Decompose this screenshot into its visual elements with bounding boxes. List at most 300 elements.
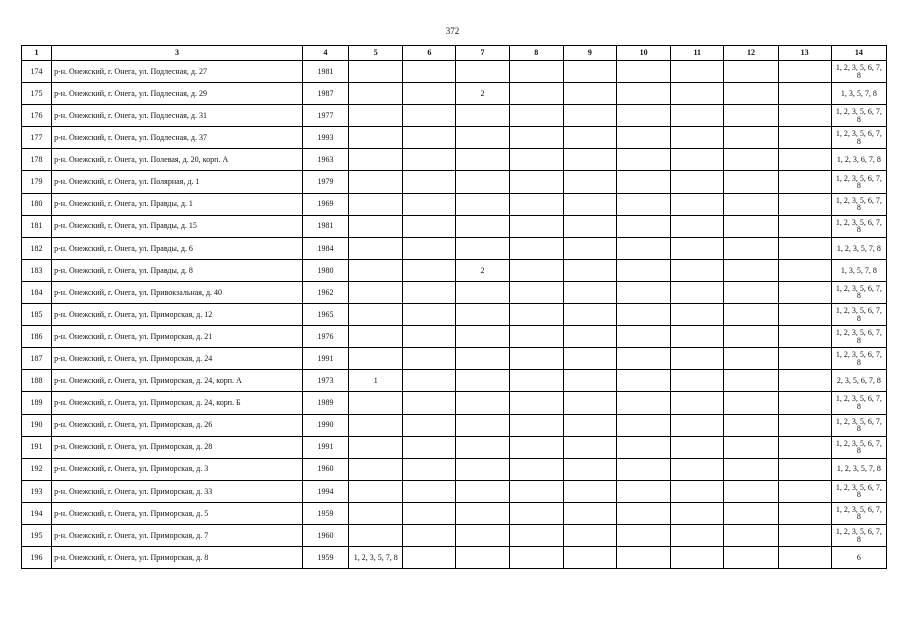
- cell-col-7: [456, 149, 509, 171]
- cell-year: 1990: [302, 414, 348, 436]
- cell-col-5: [349, 436, 403, 458]
- cell-col-7: [456, 524, 509, 546]
- cell-col-14: 1, 2, 3, 5, 6, 7, 8: [831, 61, 886, 83]
- cell-col-10: [617, 61, 671, 83]
- cell-col-7: [456, 370, 509, 392]
- cell-col-6: [403, 370, 456, 392]
- cell-col-6: [403, 215, 456, 237]
- cell-col-6: [403, 105, 456, 127]
- cell-year: 1976: [302, 326, 348, 348]
- cell-col-13: [778, 105, 831, 127]
- cell-col-11: [671, 547, 724, 569]
- cell-col-14: 1, 3, 5, 7, 8: [831, 83, 886, 105]
- cell-col-10: [617, 83, 671, 105]
- cell-col-13: [778, 480, 831, 502]
- cell-row-number: 190: [22, 414, 52, 436]
- cell-col-7: [456, 502, 509, 524]
- cell-col-12: [724, 547, 778, 569]
- table-body: [22, 61, 887, 569]
- cell-col-12: [724, 193, 778, 215]
- cell-col-12: [724, 237, 778, 259]
- cell-col-11: [671, 524, 724, 546]
- cell-col-11: [671, 326, 724, 348]
- cell-address: р-н. Онежский, г. Онега, ул. Приморская, д. 24: [52, 348, 303, 370]
- cell-col-11: [671, 436, 724, 458]
- cell-col-9: [563, 281, 616, 303]
- cell-address: р-н. Онежский, г. Онега, ул. Правды, д. 6: [52, 237, 303, 259]
- cell-col-5: [349, 193, 403, 215]
- cell-address: р-н. Онежский, г. Онега, ул. Полевая, д. 20, корп. А: [52, 149, 303, 171]
- cell-col-14: 1, 2, 3, 5, 6, 7, 8: [831, 127, 886, 149]
- cell-col-9: [563, 259, 616, 281]
- cell-col-14: 1, 2, 3, 6, 7, 8: [831, 149, 886, 171]
- cell-col-9: [563, 83, 616, 105]
- cell-year: 1960: [302, 524, 348, 546]
- cell-row-number: 183: [22, 259, 52, 281]
- cell-col-9: [563, 502, 616, 524]
- table-row: [22, 502, 887, 524]
- cell-address: р-н. Онежский, г. Онега, ул. Приморская, д. 5: [52, 502, 303, 524]
- cell-col-12: [724, 61, 778, 83]
- cell-col-11: [671, 149, 724, 171]
- cell-col-10: [617, 348, 671, 370]
- cell-col-10: [617, 281, 671, 303]
- cell-col-9: [563, 480, 616, 502]
- cell-col-12: [724, 149, 778, 171]
- cell-col-14: 1, 2, 3, 5, 6, 7, 8: [831, 105, 886, 127]
- cell-col-9: [563, 370, 616, 392]
- cell-col-10: [617, 171, 671, 193]
- cell-address: р-н. Онежский, г. Онега, ул. Подлесная, д. 37: [52, 127, 303, 149]
- cell-col-5: [349, 127, 403, 149]
- cell-col-10: [617, 149, 671, 171]
- cell-col-6: [403, 458, 456, 480]
- cell-row-number: 179: [22, 171, 52, 193]
- cell-col-9: [563, 127, 616, 149]
- cell-col-11: [671, 480, 724, 502]
- cell-col-7: [456, 326, 509, 348]
- cell-col-14: 1, 2, 3, 5, 6, 7, 8: [831, 480, 886, 502]
- cell-col-9: [563, 392, 616, 414]
- cell-row-number: 195: [22, 524, 52, 546]
- cell-col-12: [724, 480, 778, 502]
- cell-col-13: [778, 61, 831, 83]
- cell-col-13: [778, 304, 831, 326]
- cell-row-number: 181: [22, 215, 52, 237]
- cell-year: 1991: [302, 348, 348, 370]
- cell-col-13: [778, 171, 831, 193]
- cell-col-5: [349, 458, 403, 480]
- cell-year: 1969: [302, 193, 348, 215]
- cell-col-14: 1, 2, 3, 5, 6, 7, 8: [831, 281, 886, 303]
- cell-address: р-н. Онежский, г. Онега, ул. Подлесная, д. 31: [52, 105, 303, 127]
- cell-col-7: [456, 436, 509, 458]
- cell-row-number: 196: [22, 547, 52, 569]
- cell-col-6: [403, 259, 456, 281]
- cell-col-8: [509, 281, 563, 303]
- cell-address: р-н. Онежский, г. Онега, ул. Правды, д. 15: [52, 215, 303, 237]
- cell-col-11: [671, 237, 724, 259]
- cell-address: р-н. Онежский, г. Онега, ул. Приморская, д. 3: [52, 458, 303, 480]
- cell-col-7: [456, 458, 509, 480]
- cell-col-8: [509, 370, 563, 392]
- cell-col-9: [563, 348, 616, 370]
- cell-col-5: [349, 414, 403, 436]
- cell-col-5: [349, 524, 403, 546]
- cell-col-6: [403, 193, 456, 215]
- cell-col-9: [563, 524, 616, 546]
- cell-year: 1993: [302, 127, 348, 149]
- cell-col-11: [671, 304, 724, 326]
- cell-row-number: 186: [22, 326, 52, 348]
- cell-col-13: [778, 348, 831, 370]
- cell-col-6: [403, 547, 456, 569]
- cell-col-14: 1, 2, 3, 5, 6, 7, 8: [831, 193, 886, 215]
- cell-col-11: [671, 502, 724, 524]
- cell-col-10: [617, 215, 671, 237]
- cell-col-6: [403, 348, 456, 370]
- cell-col-7: [456, 348, 509, 370]
- cell-col-5: [349, 105, 403, 127]
- cell-col-8: [509, 105, 563, 127]
- cell-year: 1977: [302, 105, 348, 127]
- cell-col-7: [456, 193, 509, 215]
- cell-col-8: [509, 480, 563, 502]
- col-header-13: 13: [778, 46, 831, 61]
- cell-col-8: [509, 414, 563, 436]
- cell-year: 1959: [302, 502, 348, 524]
- cell-col-14: 1, 2, 3, 5, 7, 8: [831, 237, 886, 259]
- cell-col-10: [617, 304, 671, 326]
- cell-col-6: [403, 171, 456, 193]
- cell-year: 1962: [302, 281, 348, 303]
- cell-address: р-н. Онежский, г. Онега, ул. Приморская, д. 8: [52, 547, 303, 569]
- cell-col-5: [349, 171, 403, 193]
- cell-col-6: [403, 436, 456, 458]
- cell-col-13: [778, 547, 831, 569]
- cell-col-14: 1, 2, 3, 5, 6, 7, 8: [831, 502, 886, 524]
- cell-row-number: 192: [22, 458, 52, 480]
- cell-col-6: [403, 480, 456, 502]
- cell-col-5: [349, 215, 403, 237]
- cell-col-11: [671, 370, 724, 392]
- cell-col-9: [563, 458, 616, 480]
- cell-year: 1989: [302, 392, 348, 414]
- col-header-address: 3: [52, 46, 303, 61]
- table-row: [22, 370, 887, 392]
- cell-col-5: [349, 326, 403, 348]
- cell-address: р-н. Онежский, г. Онега, ул. Полярная, д. 1: [52, 171, 303, 193]
- cell-col-10: [617, 480, 671, 502]
- cell-year: 1994: [302, 480, 348, 502]
- table-header-row: [22, 46, 887, 61]
- cell-col-10: [617, 105, 671, 127]
- cell-col-9: [563, 61, 616, 83]
- cell-col-6: [403, 149, 456, 171]
- cell-col-7: [456, 61, 509, 83]
- cell-col-13: [778, 326, 831, 348]
- cell-col-8: [509, 436, 563, 458]
- cell-col-13: [778, 149, 831, 171]
- cell-year: 1959: [302, 547, 348, 569]
- cell-col-9: [563, 547, 616, 569]
- cell-col-8: [509, 237, 563, 259]
- col-header-7: 7: [456, 46, 509, 61]
- cell-col-11: [671, 215, 724, 237]
- cell-col-14: 2, 3, 5, 6, 7, 8: [831, 370, 886, 392]
- cell-col-5: [349, 480, 403, 502]
- col-header-5: 5: [349, 46, 403, 61]
- cell-col-10: [617, 370, 671, 392]
- cell-col-14: 6: [831, 547, 886, 569]
- cell-col-6: [403, 414, 456, 436]
- cell-row-number: 182: [22, 237, 52, 259]
- table-row: [22, 215, 887, 237]
- cell-col-9: [563, 215, 616, 237]
- cell-col-12: [724, 458, 778, 480]
- cell-col-8: [509, 61, 563, 83]
- cell-col-10: [617, 237, 671, 259]
- table-row: [22, 281, 887, 303]
- table-row: [22, 348, 887, 370]
- cell-col-13: [778, 215, 831, 237]
- cell-col-13: [778, 281, 831, 303]
- cell-col-14: 1, 2, 3, 5, 6, 7, 8: [831, 171, 886, 193]
- cell-col-8: [509, 524, 563, 546]
- cell-col-10: [617, 326, 671, 348]
- cell-col-6: [403, 237, 456, 259]
- cell-year: 1973: [302, 370, 348, 392]
- col-header-10: 10: [617, 46, 671, 61]
- cell-year: 1960: [302, 458, 348, 480]
- cell-col-7: [456, 480, 509, 502]
- cell-col-11: [671, 105, 724, 127]
- cell-col-11: [671, 259, 724, 281]
- cell-year: 1979: [302, 171, 348, 193]
- col-header-year: 4: [302, 46, 348, 61]
- cell-col-10: [617, 547, 671, 569]
- cell-address: р-н. Онежский, г. Онега, ул. Приморская, д. 33: [52, 480, 303, 502]
- cell-col-7: [456, 547, 509, 569]
- col-header-9: 9: [563, 46, 616, 61]
- cell-col-11: [671, 127, 724, 149]
- cell-col-12: [724, 281, 778, 303]
- cell-col-6: [403, 304, 456, 326]
- cell-col-12: [724, 370, 778, 392]
- cell-col-14: 1, 2, 3, 5, 6, 7, 8: [831, 215, 886, 237]
- cell-col-12: [724, 524, 778, 546]
- cell-col-12: [724, 436, 778, 458]
- cell-col-10: [617, 436, 671, 458]
- cell-col-9: [563, 171, 616, 193]
- cell-address: р-н. Онежский, г. Онега, ул. Приморская, д. 21: [52, 326, 303, 348]
- cell-col-10: [617, 392, 671, 414]
- cell-col-12: [724, 259, 778, 281]
- cell-col-5: [349, 392, 403, 414]
- table-row: [22, 149, 887, 171]
- table-row: [22, 458, 887, 480]
- cell-row-number: 188: [22, 370, 52, 392]
- cell-address: р-н. Онежский, г. Онега, ул. Правды, д. 1: [52, 193, 303, 215]
- cell-col-12: [724, 171, 778, 193]
- cell-col-13: [778, 414, 831, 436]
- cell-col-12: [724, 326, 778, 348]
- cell-col-6: [403, 392, 456, 414]
- cell-col-14: 1, 2, 3, 5, 6, 7, 8: [831, 304, 886, 326]
- cell-address: р-н. Онежский, г. Онега, ул. Подлесная, д. 29: [52, 83, 303, 105]
- table-row: [22, 237, 887, 259]
- cell-col-11: [671, 83, 724, 105]
- table-row: [22, 524, 887, 546]
- cell-col-12: [724, 414, 778, 436]
- cell-col-7: [456, 414, 509, 436]
- cell-col-12: [724, 304, 778, 326]
- cell-col-14: 1, 2, 3, 5, 7, 8: [831, 458, 886, 480]
- cell-year: 1963: [302, 149, 348, 171]
- cell-col-8: [509, 193, 563, 215]
- cell-row-number: 187: [22, 348, 52, 370]
- cell-col-13: [778, 502, 831, 524]
- cell-col-5: [349, 502, 403, 524]
- cell-col-7: [456, 127, 509, 149]
- cell-col-7: [456, 392, 509, 414]
- cell-col-8: [509, 215, 563, 237]
- table-row: [22, 193, 887, 215]
- cell-col-11: [671, 348, 724, 370]
- cell-col-6: [403, 281, 456, 303]
- cell-col-11: [671, 61, 724, 83]
- cell-col-5: 1: [349, 370, 403, 392]
- cell-col-11: [671, 281, 724, 303]
- cell-col-5: [349, 304, 403, 326]
- cell-row-number: 191: [22, 436, 52, 458]
- cell-col-14: 1, 2, 3, 5, 6, 7, 8: [831, 348, 886, 370]
- cell-col-8: [509, 171, 563, 193]
- cell-col-9: [563, 149, 616, 171]
- cell-col-13: [778, 524, 831, 546]
- cell-col-12: [724, 348, 778, 370]
- table-row: [22, 436, 887, 458]
- cell-col-8: [509, 326, 563, 348]
- cell-col-12: [724, 127, 778, 149]
- cell-address: р-н. Онежский, г. Онега, ул. Приморская, д. 26: [52, 414, 303, 436]
- cell-col-10: [617, 524, 671, 546]
- cell-col-14: 1, 2, 3, 5, 6, 7, 8: [831, 326, 886, 348]
- table-row: [22, 547, 887, 569]
- cell-address: р-н. Онежский, г. Онега, ул. Приморская, д. 7: [52, 524, 303, 546]
- cell-col-7: [456, 105, 509, 127]
- table-row: [22, 326, 887, 348]
- cell-col-9: [563, 105, 616, 127]
- col-header-number: 1: [22, 46, 52, 61]
- table-row: [22, 83, 887, 105]
- cell-col-7: [456, 237, 509, 259]
- cell-col-5: [349, 149, 403, 171]
- cell-row-number: 177: [22, 127, 52, 149]
- cell-col-6: [403, 83, 456, 105]
- cell-row-number: 184: [22, 281, 52, 303]
- cell-address: р-н. Онежский, г. Онега, ул. Правды, д. 8: [52, 259, 303, 281]
- cell-col-8: [509, 547, 563, 569]
- cell-col-14: 1, 2, 3, 5, 6, 7, 8: [831, 524, 886, 546]
- cell-col-5: 1, 2, 3, 5, 7, 8: [349, 547, 403, 569]
- cell-col-10: [617, 414, 671, 436]
- cell-col-8: [509, 392, 563, 414]
- table-row: [22, 480, 887, 502]
- cell-col-8: [509, 149, 563, 171]
- table-row: [22, 61, 887, 83]
- cell-row-number: 176: [22, 105, 52, 127]
- cell-row-number: 175: [22, 83, 52, 105]
- cell-col-9: [563, 237, 616, 259]
- cell-col-11: [671, 193, 724, 215]
- cell-col-13: [778, 392, 831, 414]
- cell-year: 1991: [302, 436, 348, 458]
- cell-col-6: [403, 524, 456, 546]
- cell-year: 1981: [302, 61, 348, 83]
- cell-col-13: [778, 370, 831, 392]
- cell-col-13: [778, 193, 831, 215]
- cell-address: р-н. Онежский, г. Онега, ул. Подлесная, д. 27: [52, 61, 303, 83]
- cell-col-13: [778, 83, 831, 105]
- page-number: 372: [445, 26, 460, 36]
- cell-col-10: [617, 502, 671, 524]
- cell-col-14: 1, 2, 3, 5, 6, 7, 8: [831, 392, 886, 414]
- cell-col-8: [509, 259, 563, 281]
- cell-col-8: [509, 127, 563, 149]
- cell-col-6: [403, 61, 456, 83]
- cell-col-12: [724, 502, 778, 524]
- cell-address: р-н. Онежский, г. Онега, ул. Привокзальная, д. 40: [52, 281, 303, 303]
- cell-col-10: [617, 127, 671, 149]
- cell-col-13: [778, 436, 831, 458]
- cell-col-9: [563, 436, 616, 458]
- cell-row-number: 180: [22, 193, 52, 215]
- col-header-11: 11: [671, 46, 724, 61]
- cell-col-8: [509, 83, 563, 105]
- table-row: [22, 392, 887, 414]
- cell-col-8: [509, 502, 563, 524]
- cell-address: р-н. Онежский, г. Онега, ул. Приморская, д. 28: [52, 436, 303, 458]
- cell-col-10: [617, 458, 671, 480]
- cell-col-5: [349, 348, 403, 370]
- cell-col-5: [349, 83, 403, 105]
- table-row: [22, 127, 887, 149]
- cell-col-7: [456, 215, 509, 237]
- table-row: [22, 105, 887, 127]
- cell-col-11: [671, 171, 724, 193]
- cell-col-13: [778, 458, 831, 480]
- cell-row-number: 178: [22, 149, 52, 171]
- cell-col-11: [671, 414, 724, 436]
- cell-row-number: 194: [22, 502, 52, 524]
- cell-address: р-н. Онежский, г. Онега, ул. Приморская, д. 24, корп. Б: [52, 392, 303, 414]
- cell-col-13: [778, 127, 831, 149]
- cell-col-7: [456, 281, 509, 303]
- col-header-8: 8: [509, 46, 563, 61]
- cell-col-5: [349, 237, 403, 259]
- cell-col-13: [778, 259, 831, 281]
- cell-col-5: [349, 259, 403, 281]
- col-header-14: 14: [831, 46, 886, 61]
- cell-col-7: [456, 171, 509, 193]
- table-row: [22, 304, 887, 326]
- cell-col-9: [563, 326, 616, 348]
- table-row: [22, 414, 887, 436]
- cell-col-6: [403, 326, 456, 348]
- cell-col-6: [403, 502, 456, 524]
- cell-year: 1981: [302, 215, 348, 237]
